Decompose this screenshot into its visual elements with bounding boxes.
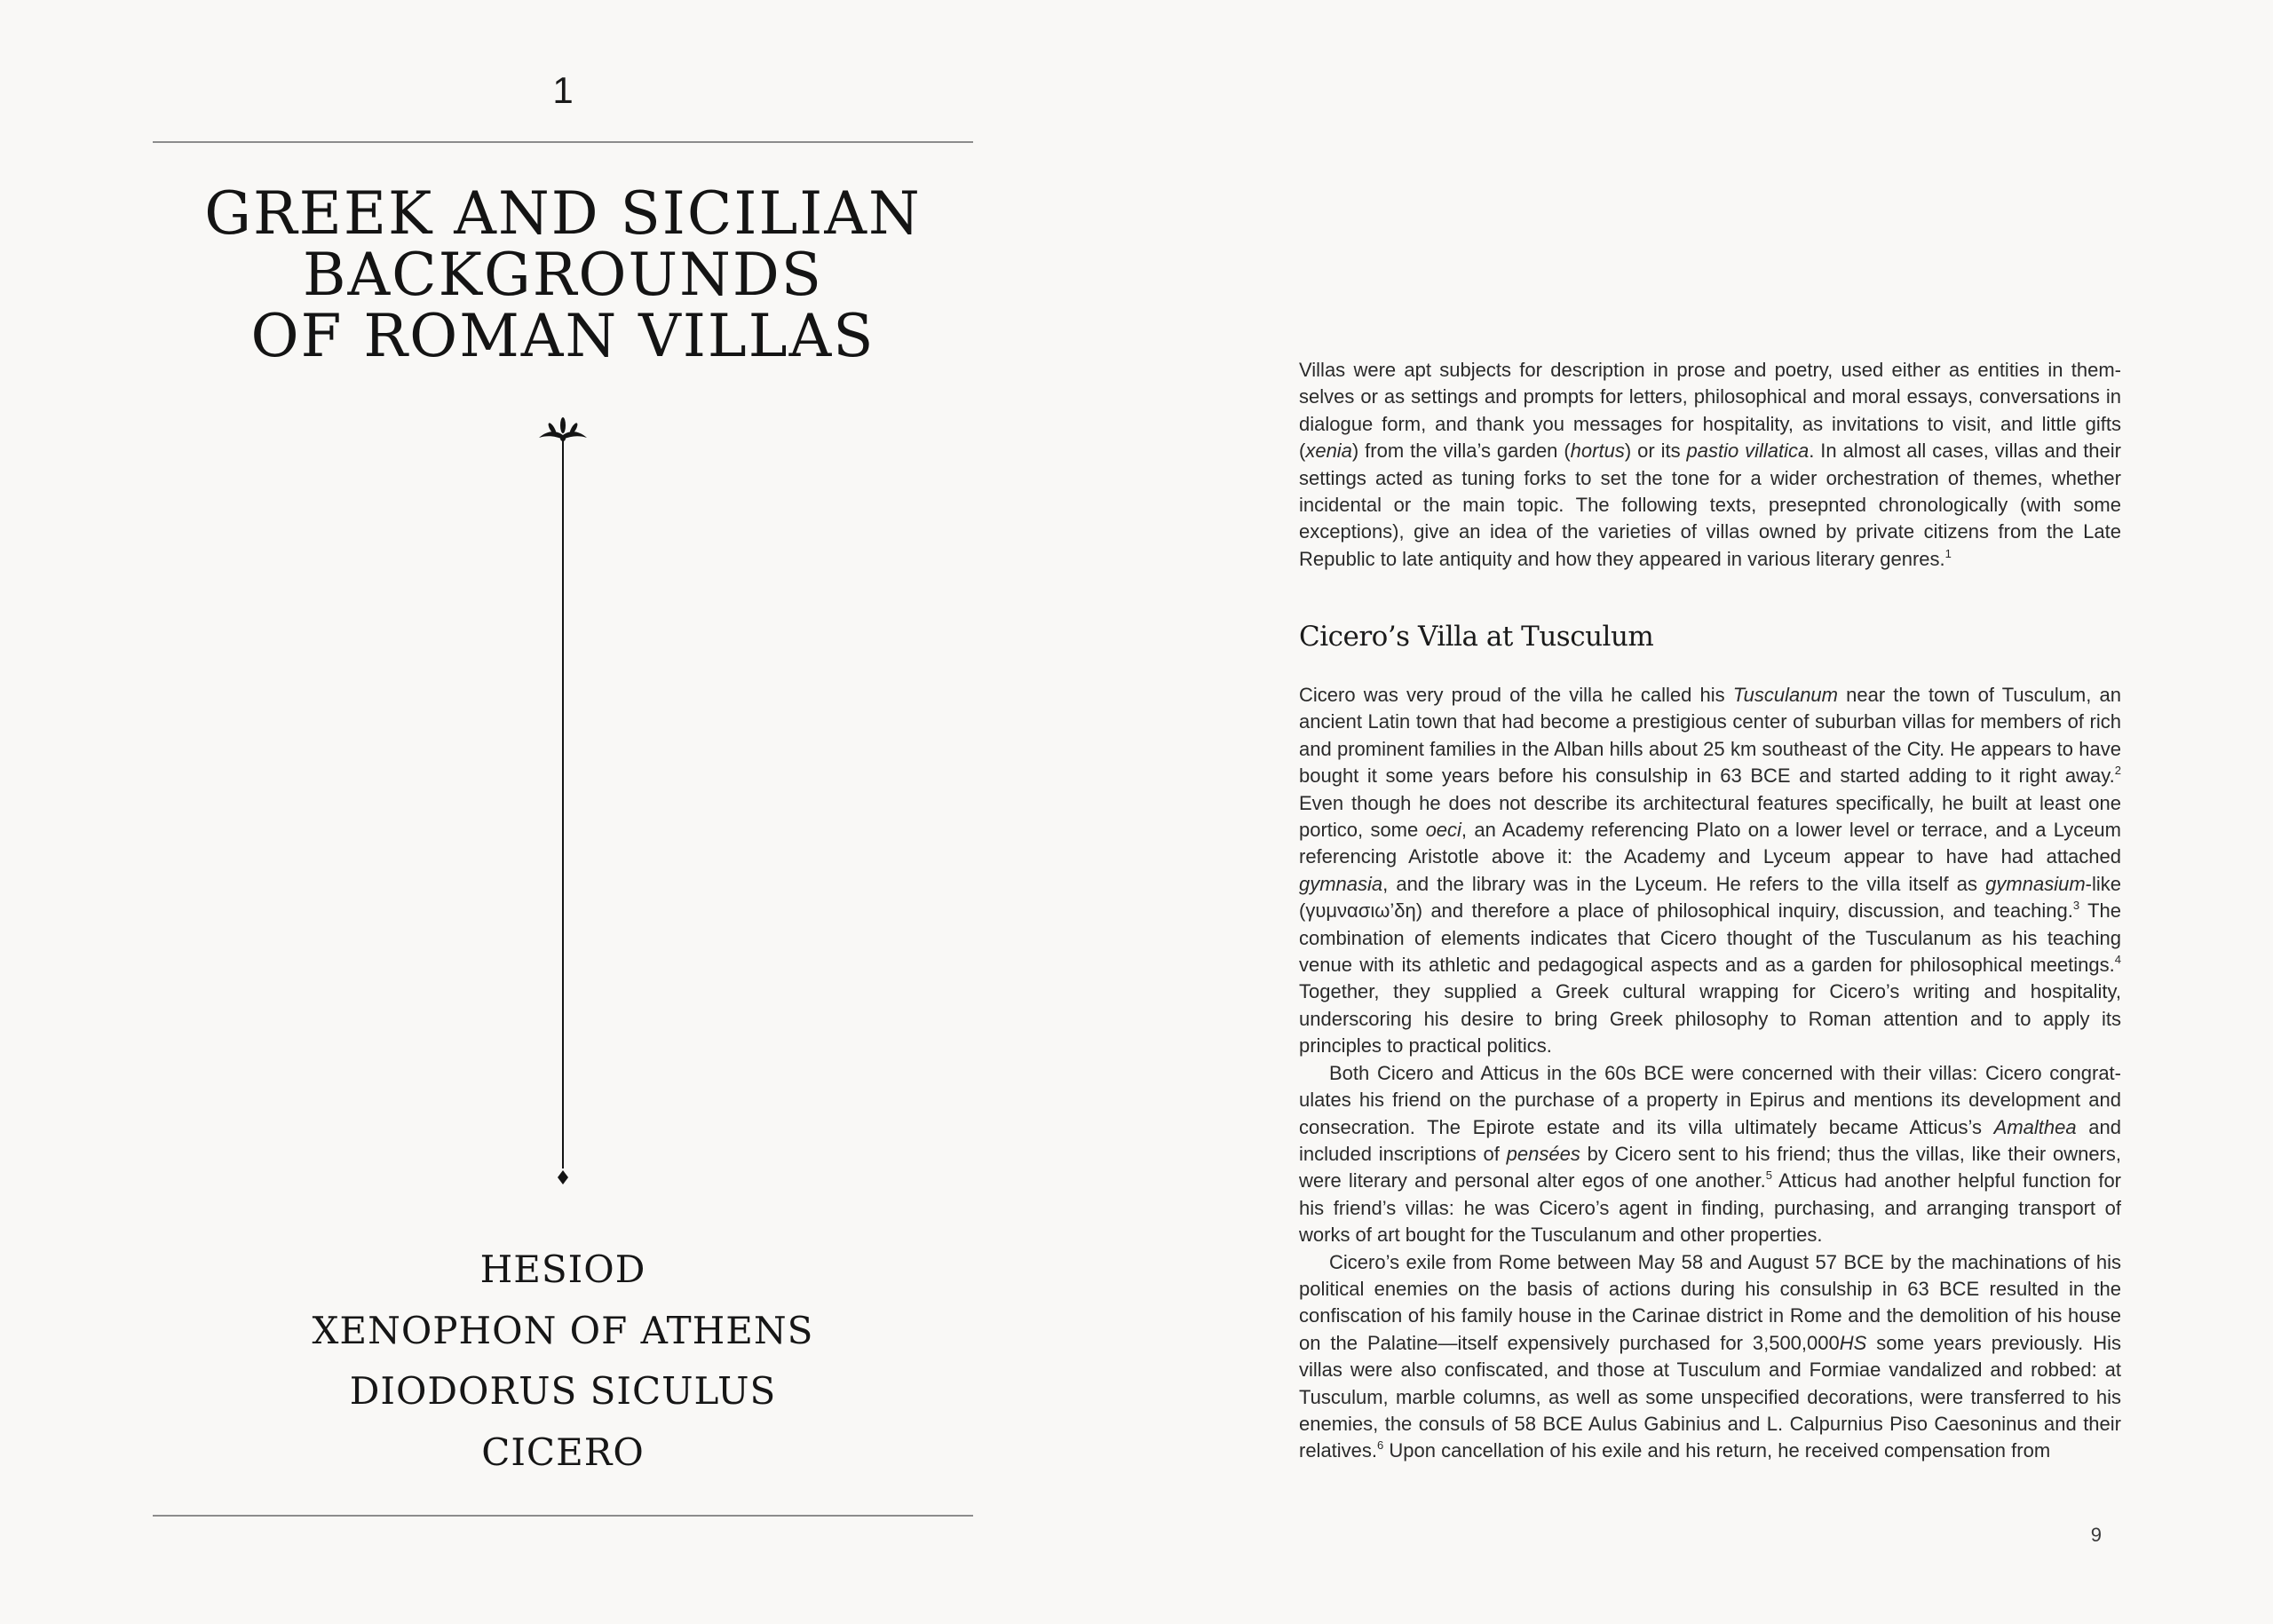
author-name: XENOPHON OF ATHENS xyxy=(312,1308,814,1352)
top-rule xyxy=(153,141,973,143)
chapter-title-line: BACKGROUNDS xyxy=(303,241,823,309)
text-run: and included inscriptions of xyxy=(1299,1115,2121,1165)
footnote-marker: 2 xyxy=(2114,764,2121,778)
footnote-marker: 5 xyxy=(1765,1168,1772,1183)
footnote-marker: 1 xyxy=(1944,546,1952,560)
text-run: , an Academy referencing Plato on a lower level or terrace, and a Lyceum referencing Aristotle above it: the Academy and Lyceum appear to have had attached xyxy=(1299,819,2121,868)
section-body xyxy=(1299,682,2121,1465)
italic-term: gymnasium xyxy=(1985,872,2086,895)
text-run: some years previously. His villas were also confiscated, and those at Tusculum and Formiae vandalized and robbed: at Tusculum, marble columns, as well as some unspecified decorations, were transferred to his enemies, the consuls of 58 BCE Aulus Gabinius and L. Calpurnius Piso Caesoninus and their relatives. xyxy=(1299,1331,2122,1462)
italic-term: Amalthea xyxy=(1993,1115,2077,1138)
text-run: Atticus had another helpful function for his friend’s villas: he was Cicero’s agent in finding, purchasing, and arranging transport of works of art bought for the Tusculanum and other properties. xyxy=(1299,1169,2121,1247)
italic-term: pensées xyxy=(1506,1142,1580,1165)
text-run: ) or its xyxy=(1624,440,1687,463)
italic-term: gymnasia xyxy=(1299,872,1383,895)
text-run: -like (γυμνασιω’δη) and therefore a place of philosophical inquiry, discussion, and teaching. xyxy=(1299,872,2121,923)
section-heading: Cicero’s Villa at Tusculum xyxy=(1299,621,1654,653)
author-name: CICERO xyxy=(481,1430,645,1474)
italic-term: Tusculanum xyxy=(1732,684,1838,706)
lily-ornament-icon xyxy=(519,414,607,1186)
footnote-marker: 3 xyxy=(2072,899,2080,913)
text-run: Cicero’s exile from Rome between May 58 and August 57 BCE by the machinations of his political enemies on the basis of actions during his consulship in 63 BCE resulted in the confiscation of his family house in the Carinae district in Rome and the demolition of his house on the Palatine—itself expensively purchased for 3,500,000 xyxy=(1299,1250,2121,1354)
text-run: Both Cicero and Atticus in the 60s BCE were concerned with their villas: Cicero congratulates his friend on the purchase of a property in Epirus and mentions its development and consecration. The Epirote estate and its villa ultimately became Atticus’s xyxy=(1299,1061,2121,1138)
italic-term: oeci xyxy=(1425,819,1461,842)
italic-term: HS xyxy=(1839,1331,1867,1354)
left-page xyxy=(0,0,1136,1624)
intro-text xyxy=(1299,357,2121,573)
body-paragraph xyxy=(1299,682,2121,1060)
text-run: The combination of elements indicates that Cicero thought of the Tusculanum as his teaching venue with its athletic and pedagogical aspects and as a garden for philosophical meetings. xyxy=(1299,899,2121,977)
chapter-title-line: OF ROMAN VILLAS xyxy=(250,302,875,370)
text-run: , and the library was in the Lyceum. He refers to the villa itself as xyxy=(1382,872,1986,895)
intro-paragraph xyxy=(1299,357,2121,573)
italic-term: xenia xyxy=(1305,440,1352,463)
author-list xyxy=(153,1240,973,1483)
author-name: HESIOD xyxy=(479,1248,646,1291)
right-page xyxy=(1136,0,2273,1624)
italic-term: hortus xyxy=(1570,440,1625,463)
text-run: near the town of Tusculum, an ancient Latin town that had become a prestigious center of suburban villas for members of rich and prominent families in the Alban hills about 25 km southeast of the City. He appears to have bought it some years before his consulship in 63 BCE and started adding to it right away. xyxy=(1299,684,2121,788)
text-run: Upon cancellation of his exile and his return, he received compensation from xyxy=(1383,1439,2051,1462)
text-run: Even though he does not describe its architectural features specifically, he built at least one portico, some xyxy=(1299,791,2121,842)
chapter-number: 1 xyxy=(552,69,574,111)
author-name: DIODORUS SICULUS xyxy=(349,1369,777,1413)
text-run: Villas were apt subjects for description in prose and poetry, used either as entities in themselves or as settings and prompts for letters, philosophical and moral essays, conversations in dialogue form, and thank you messages for hospitality, as invitations to visit, and little gifts ( xyxy=(1299,359,2121,463)
page-number: 9 xyxy=(2090,1524,2102,1546)
text-run: . In almost all cases, villas and their settings acted as tuning forks to set the tone for a wider orchestration of themes, whether incidental or the main topic. The following texts, presepnted chronologically (with some exceptions), give an idea of the varieties of villas owned by private citizens from the Late Republic to late antiquity and how they appeared in various literary genres. xyxy=(1299,440,2121,570)
text-run: Together, they supplied a Greek cultural wrapping for Cicero’s writing and hospitality, underscoring his desire to bring Greek philosophy to Roman attention and to apply its principles to practical politics. xyxy=(1299,980,2121,1058)
body-paragraph xyxy=(1299,1249,2121,1465)
text-run: Cicero was very proud of the villa he called his xyxy=(1299,684,1733,706)
italic-term: pastio villatica xyxy=(1686,440,1810,463)
text-run: by Cicero sent to his friend; thus the villas, like their owners, were literary and personal alter egos of one another. xyxy=(1299,1142,2121,1192)
bottom-rule xyxy=(153,1515,973,1517)
footnote-marker: 4 xyxy=(2114,953,2121,967)
chapter-title xyxy=(153,179,973,370)
text-run: ) from the villa’s garden ( xyxy=(1351,440,1571,463)
footnote-marker: 6 xyxy=(1377,1438,1384,1453)
chapter-title-line: GREEK AND SICILIAN xyxy=(204,179,922,248)
body-paragraph xyxy=(1299,1060,2121,1249)
